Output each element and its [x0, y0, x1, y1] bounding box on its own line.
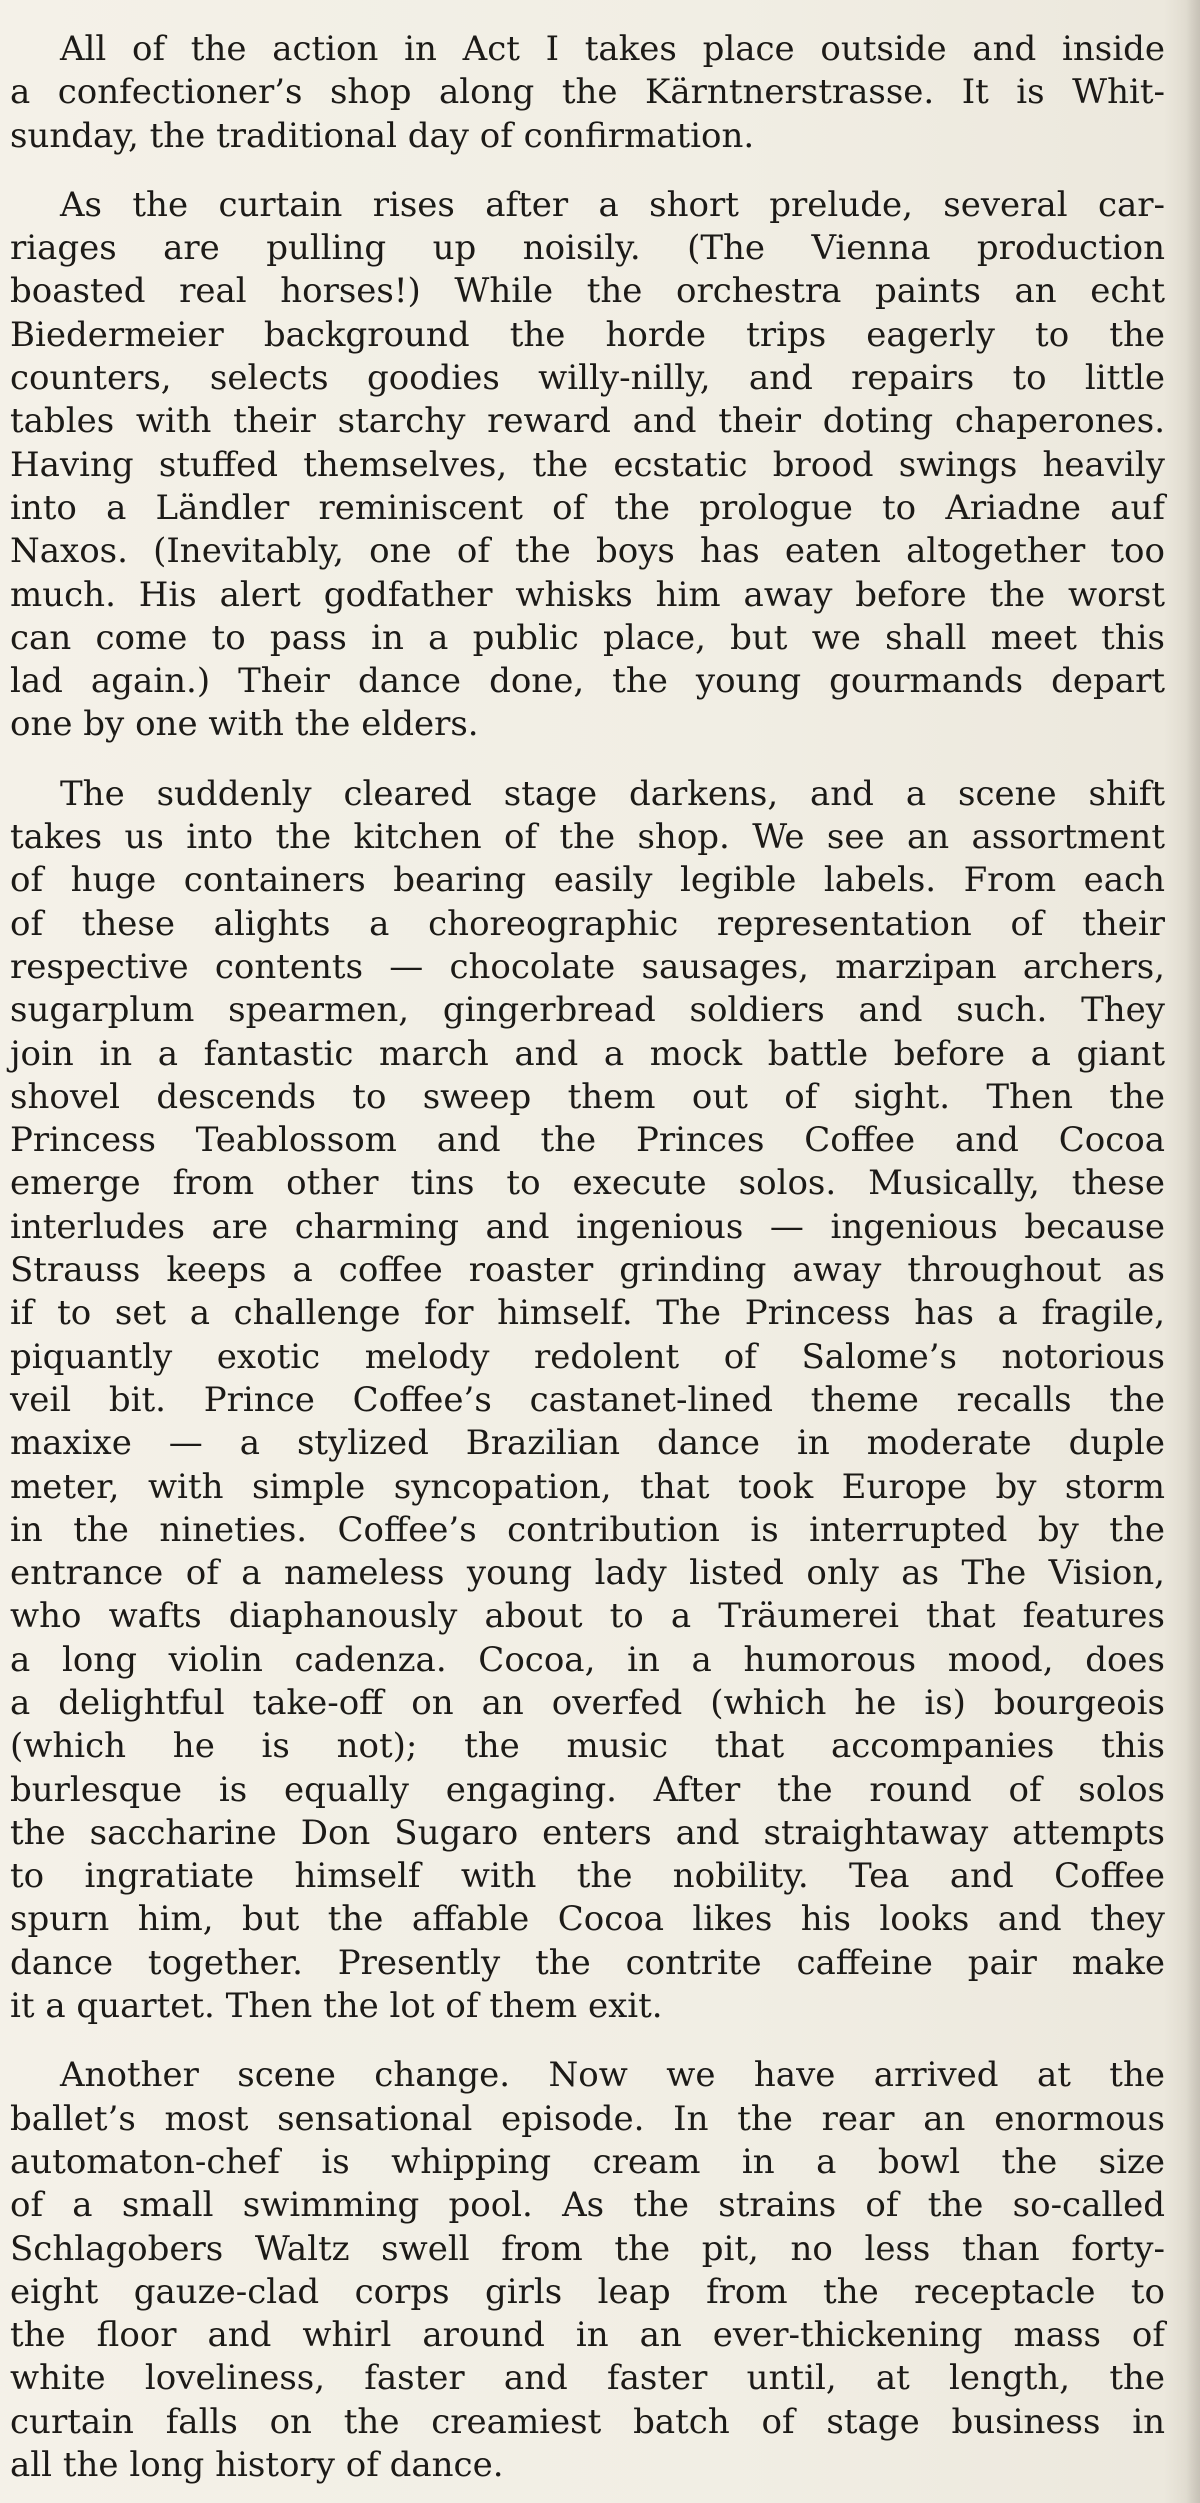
text-line: who wafts diaphanously about to a Träumerei that features [10, 1596, 1165, 1637]
text-line: riages are pulling up noisily. (The Vienna production [10, 228, 1165, 269]
text-line: all the long history of dance. [10, 2445, 504, 2486]
text-line: into a Ländler reminiscent of the prologue to Ariadne auf [10, 487, 1165, 528]
text-line: All of the action in Act I takes place outside and inside [60, 29, 1165, 69]
text-line: it a quartet. Then the lot of them exit. [10, 1986, 663, 2027]
text-line: lad again.) Their dance done, the young gourmands depart [10, 661, 1165, 702]
text-line: Schlagobers Waltz swell from the pit, no less than forty- [10, 2228, 1165, 2269]
text-line: tables with their starchy reward and their doting chaperones. [10, 401, 1165, 442]
text-line: sunday, the traditional day of confirmation. [10, 115, 755, 156]
text-line: much. His alert godfather whisks him away before the worst [10, 574, 1165, 615]
text-line: Another scene change. Now we have arrived at the [60, 2055, 1165, 2096]
text-line: Naxos. (Inevitably, one of the boys has eaten altogether too [10, 531, 1165, 572]
text-line: curtain falls on the creamiest batch of stage business in [10, 2401, 1165, 2442]
text-line: Princess Teablossom and the Princes Coffee and Cocoa [10, 1120, 1165, 1161]
text-line: burlesque is equally engaging. After the round of solos [10, 1769, 1165, 1810]
paragraph [10, 2054, 1165, 2487]
text-line: entrance of a nameless young lady listed only as The Vision, [10, 1553, 1165, 1594]
text-line: interludes are charming and ingenious — ingenious because [10, 1206, 1165, 1247]
text-line: spurn him, but the affable Cocoa likes his looks and they [10, 1899, 1165, 1940]
text-line: of these alights a choreographic representation of their [10, 903, 1165, 944]
text-line: As the curtain rises after a short prelude, several car- [60, 184, 1165, 225]
text-line: Strauss keeps a coffee roaster grinding away throughout as [10, 1250, 1165, 1291]
text-line: automaton-chef is whipping cream in a bowl the size [10, 2141, 1165, 2182]
text-line: counters, selects goodies willy-nilly, and repairs to little [10, 358, 1165, 399]
text-line: eight gauze-clad corps girls leap from the receptacle to [10, 2271, 1165, 2312]
text-line: join in a fantastic march and a mock battle before a giant [10, 1033, 1165, 1074]
text-line: respective contents — chocolate sausages, marzipan archers, [10, 946, 1165, 987]
text-line: a confectioner’s shop along the Kärntnerstrasse. It is Whit- [10, 72, 1165, 113]
text-line: Having stuffed themselves, the ecstatic brood swings heavily [10, 444, 1165, 485]
text-line: (which he is not); the music that accompanies this [10, 1726, 1165, 1767]
page-edge-shadow [1186, 0, 1200, 2503]
text-line: of a small swimming pool. As the strains of the so-called [10, 2185, 1165, 2226]
text-line: piquantly exotic melody redolent of Salome’s notorious [10, 1336, 1165, 1377]
paragraph [10, 28, 1165, 158]
text-line: in the nineties. Coffee’s contribution is interrupted by the [10, 1509, 1165, 1550]
text-line: ballet’s most sensational episode. In the rear an enormous [10, 2098, 1165, 2139]
text-line: The suddenly cleared stage darkens, and a scene shift [60, 773, 1165, 814]
text-line: Biedermeier background the horde trips eagerly to the [10, 314, 1165, 355]
text-line: a long violin cadenza. Cocoa, in a humorous mood, does [10, 1639, 1165, 1680]
text-line: emerge from other tins to execute solos. Musically, these [10, 1163, 1165, 1204]
text-line: the floor and whirl around in an ever-thickening mass of [10, 2315, 1165, 2356]
text-line: of huge containers bearing easily legible labels. From each [10, 860, 1165, 901]
text-line: boasted real horses!) While the orchestra paints an echt [10, 271, 1165, 312]
paragraph [10, 184, 1165, 747]
text-line: veil bit. Prince Coffee’s castanet-lined theme recalls the [10, 1379, 1165, 1420]
text-line: the saccharine Don Sugaro enters and straightaway attempts [10, 1812, 1165, 1853]
article-text [10, 28, 1165, 2487]
text-line: meter, with simple syncopation, that took Europe by storm [10, 1466, 1165, 1507]
text-line: shovel descends to sweep them out of sight. Then the [10, 1076, 1165, 1117]
text-line: dance together. Presently the contrite caffeine pair make [10, 1942, 1165, 1983]
text-line: can come to pass in a public place, but we shall meet this [10, 617, 1165, 658]
text-line: a delightful take-off on an overfed (which he is) bourgeois [10, 1682, 1165, 1723]
text-line: one by one with the elders. [10, 704, 479, 745]
text-line: takes us into the kitchen of the shop. We see an assortment [10, 817, 1165, 858]
paragraph [10, 773, 1165, 2029]
text-line: to ingratiate himself with the nobility. Tea and Coffee [10, 1856, 1165, 1897]
text-line: maxixe — a stylized Brazilian dance in moderate duple [10, 1423, 1165, 1464]
text-line: if to set a challenge for himself. The Princess has a fragile, [10, 1293, 1165, 1334]
text-line: sugarplum spearmen, gingerbread soldiers and such. They [10, 990, 1165, 1031]
text-line: white loveliness, faster and faster until, at length, the [10, 2358, 1165, 2399]
